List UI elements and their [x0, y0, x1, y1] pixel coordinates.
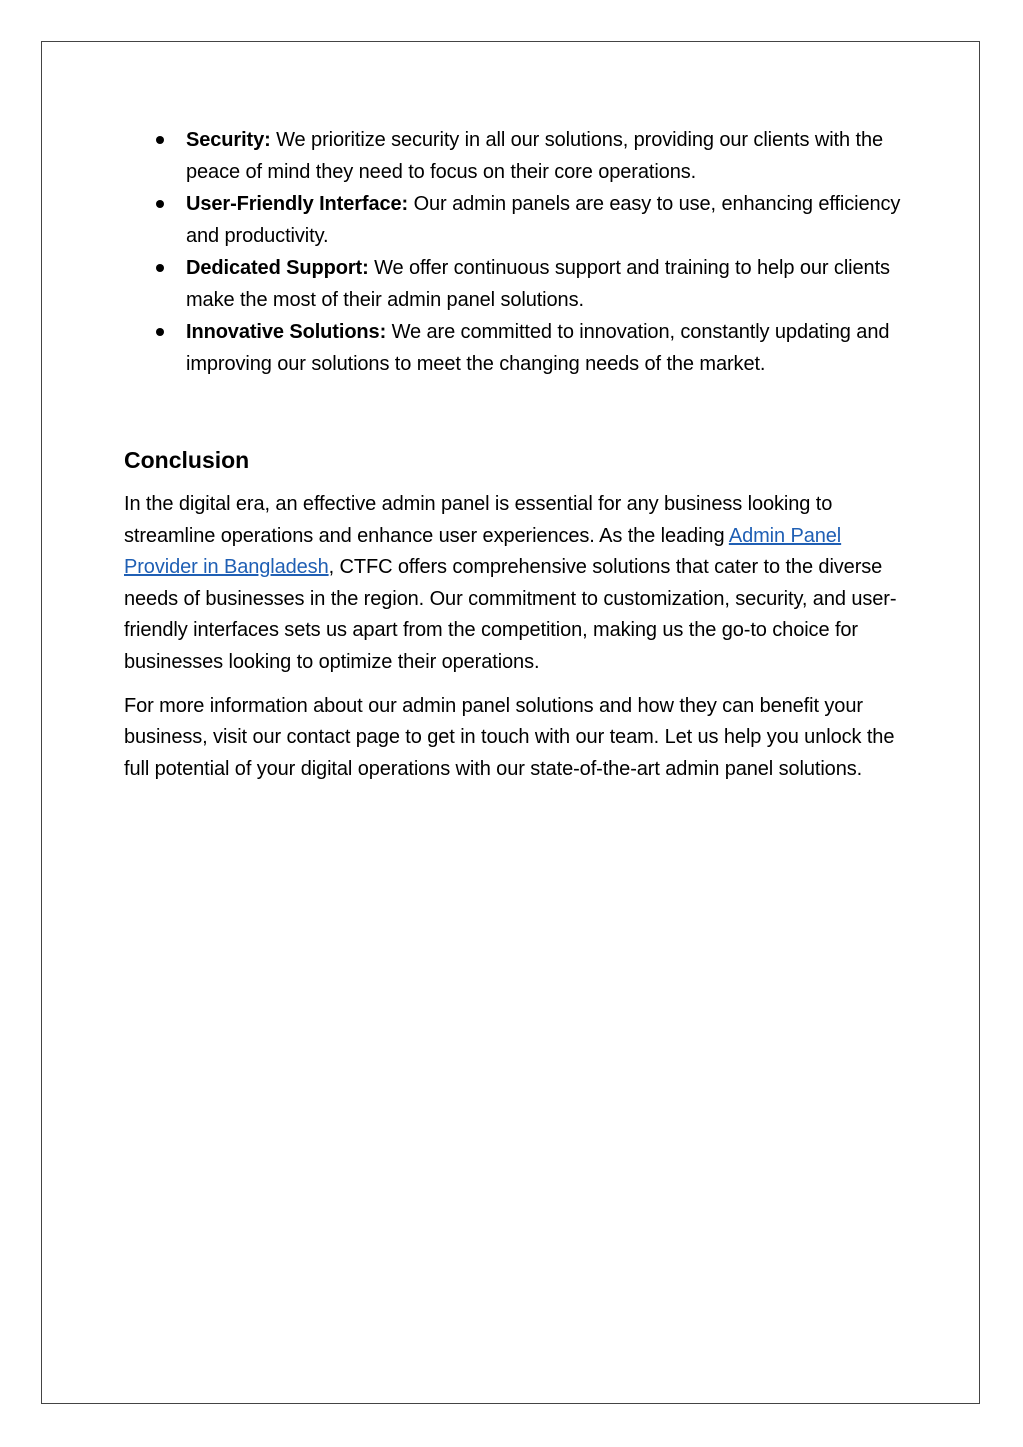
list-item [124, 316, 904, 380]
admin-panel-provider-link[interactable]: Admin Panel Provider in Bangladesh [124, 524, 842, 579]
list-item-text: We prioritize security in all our solutions, providing our clients with the peace of mind they need to focus on their core operations. [186, 129, 883, 183]
paragraph-text: In the digital era, an effective admin panel is essential for any business looking to streamline operations and enhance user experiences. As the leading [124, 493, 833, 547]
list-item-title: Security: [186, 129, 271, 151]
conclusion-paragraph-2: For more information about our admin panel solutions and how they can benefit your business, visit our contact page to get in touch with our team. Let us help you unlock the full potential of your digital operations with our state-of-the-art admin panel solutions. [124, 694, 895, 780]
list-item [124, 124, 904, 188]
list-item-text: We are committed to innovation, constantly updating and improving our solutions to meet the changing needs of the market. [186, 321, 890, 375]
list-item [124, 252, 904, 316]
conclusion-heading: Conclusion [124, 447, 250, 473]
list-item-title: User-Friendly Interface: [186, 193, 409, 215]
bullet-icon [156, 136, 164, 144]
list-item-text: Our admin panels are easy to use, enhancing efficiency and productivity. [186, 193, 901, 247]
document-content [124, 124, 904, 797]
features-list [124, 124, 904, 380]
bullet-icon [156, 328, 164, 336]
list-item-text: We offer continuous support and training to help our clients make the most of their admin panel solutions. [186, 257, 890, 311]
list-item-title: Innovative Solutions: [186, 321, 387, 343]
bullet-icon [156, 200, 164, 208]
list-item-title: Dedicated Support: [186, 257, 369, 279]
paragraph-text: , CTFC offers comprehensive solutions that cater to the diverse needs of businesses in the region. Our commitment to customization, security, and user-friendly interfaces sets us apart from the competition, making us the go-to choice for businesses looking to optimize their operations. [124, 556, 897, 673]
bullet-icon [156, 264, 164, 272]
conclusion-paragraph-1 [124, 489, 904, 679]
list-item [124, 188, 904, 252]
